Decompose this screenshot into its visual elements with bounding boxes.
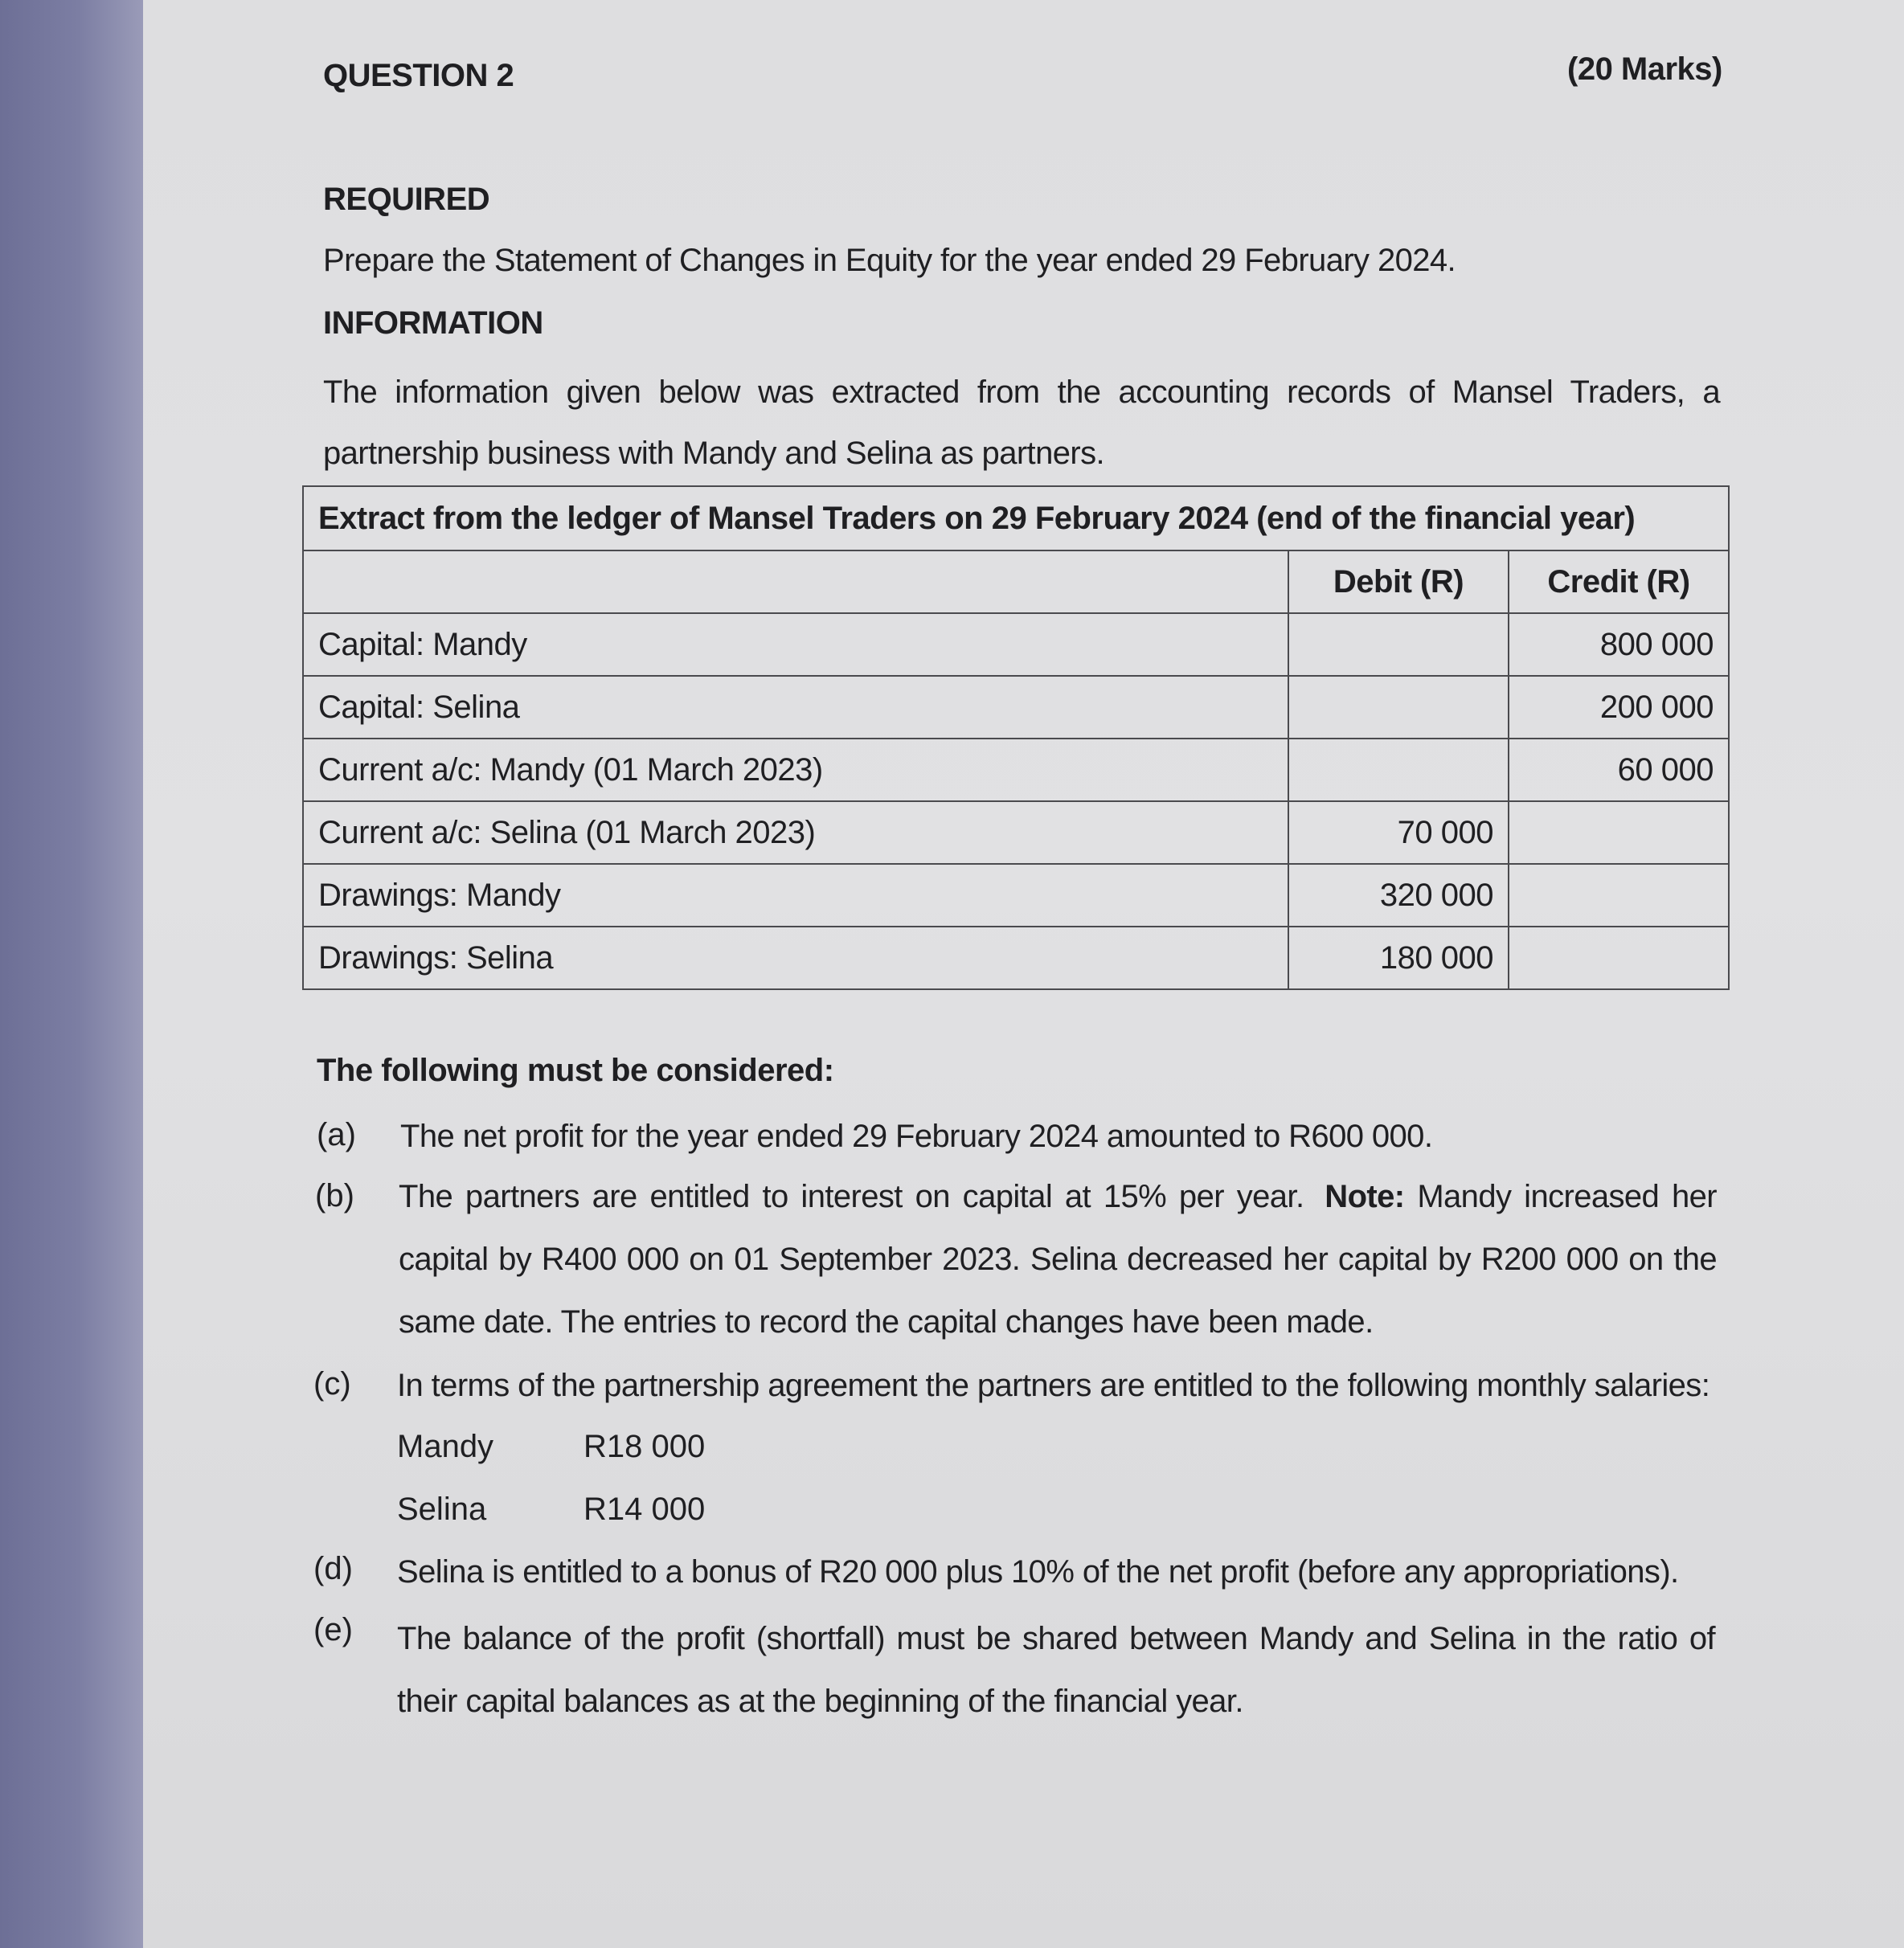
table-row <box>303 801 1729 864</box>
account-name: Drawings: Selina <box>303 927 1288 989</box>
left-background <box>0 0 143 1948</box>
item-d-text: Selina is entitled to a bonus of R20 000 plus 10% of the net profit (before any appropriations). <box>397 1554 1679 1590</box>
required-text: Prepare the Statement of Changes in Equity for the year ended 29 February 2024. <box>323 243 1456 278</box>
debit-value: 180 000 <box>1288 927 1509 989</box>
credit-value <box>1509 801 1729 864</box>
ledger-header-debit: Debit (R) <box>1288 550 1509 613</box>
table-row <box>303 613 1729 676</box>
item-e-letter: (e) <box>313 1612 353 1647</box>
account-name: Drawings: Mandy <box>303 864 1288 927</box>
salary-amount-mandy: R18 000 <box>583 1429 706 1464</box>
credit-value: 200 000 <box>1509 676 1729 739</box>
considerations-heading: The following must be considered: <box>317 1053 834 1088</box>
table-row <box>303 927 1729 989</box>
information-text: The information given below was extracted from the accounting records of Mansel Traders, a partnership business with Mandy and Selina as partners. <box>323 374 1720 471</box>
item-d-letter: (d) <box>313 1551 353 1586</box>
account-name: Current a/c: Mandy (01 March 2023) <box>303 739 1288 801</box>
account-name: Capital: Mandy <box>303 613 1288 676</box>
table-row <box>303 676 1729 739</box>
credit-value <box>1509 927 1729 989</box>
credit-value: 800 000 <box>1509 613 1729 676</box>
item-b-letter: (b) <box>315 1178 354 1213</box>
ledger-header-row <box>303 550 1729 613</box>
information-heading: INFORMATION <box>323 305 543 341</box>
item-b-text-before: The partners are entitled to interest on capital at 15% per year. <box>399 1179 1304 1214</box>
debit-value: 320 000 <box>1288 864 1509 927</box>
salary-amount-selina: R14 000 <box>583 1492 706 1527</box>
credit-value: 60 000 <box>1509 739 1729 801</box>
debit-value: 70 000 <box>1288 801 1509 864</box>
ledger-table <box>302 485 1730 990</box>
marks-label: (20 Marks) <box>1567 51 1722 87</box>
table-row <box>303 739 1729 801</box>
item-a-letter: (a) <box>317 1117 356 1152</box>
credit-value <box>1509 864 1729 927</box>
item-b-note-label: Note: <box>1325 1179 1405 1214</box>
table-row <box>303 864 1729 927</box>
item-b-text <box>399 1165 1717 1353</box>
item-e-text: The balance of the profit (shortfall) must be shared between Mandy and Selina in the ratio of their capital balances as at the beginning of the financial year. <box>397 1621 1715 1719</box>
account-name: Current a/c: Selina (01 March 2023) <box>303 801 1288 864</box>
item-c-letter: (c) <box>313 1366 351 1402</box>
salary-name-mandy: Mandy <box>397 1429 494 1464</box>
debit-value <box>1288 613 1509 676</box>
ledger-caption: Extract from the ledger of Mansel Traders on 29 February 2024 (end of the financial year) <box>303 486 1729 550</box>
item-c-text: In terms of the partnership agreement the partners are entitled to the following monthly salaries: <box>397 1368 1710 1403</box>
ledger-header-blank <box>303 550 1288 613</box>
question-title: QUESTION 2 <box>323 58 514 93</box>
required-heading: REQUIRED <box>323 182 490 217</box>
item-b-text-after: Mandy increased her capital by R400 000 on 01 September 2023. Selina decreased her capital by R200 000 on the same date. The entries to record the capital changes have been made. <box>399 1179 1718 1340</box>
ledger-header-credit: Credit (R) <box>1509 550 1729 613</box>
debit-value <box>1288 676 1509 739</box>
ledger-caption-row <box>303 486 1729 550</box>
debit-value <box>1288 739 1509 801</box>
item-a-text: The net profit for the year ended 29 February 2024 amounted to R600 000. <box>400 1119 1433 1154</box>
salary-name-selina: Selina <box>397 1492 487 1527</box>
account-name: Capital: Selina <box>303 676 1288 739</box>
